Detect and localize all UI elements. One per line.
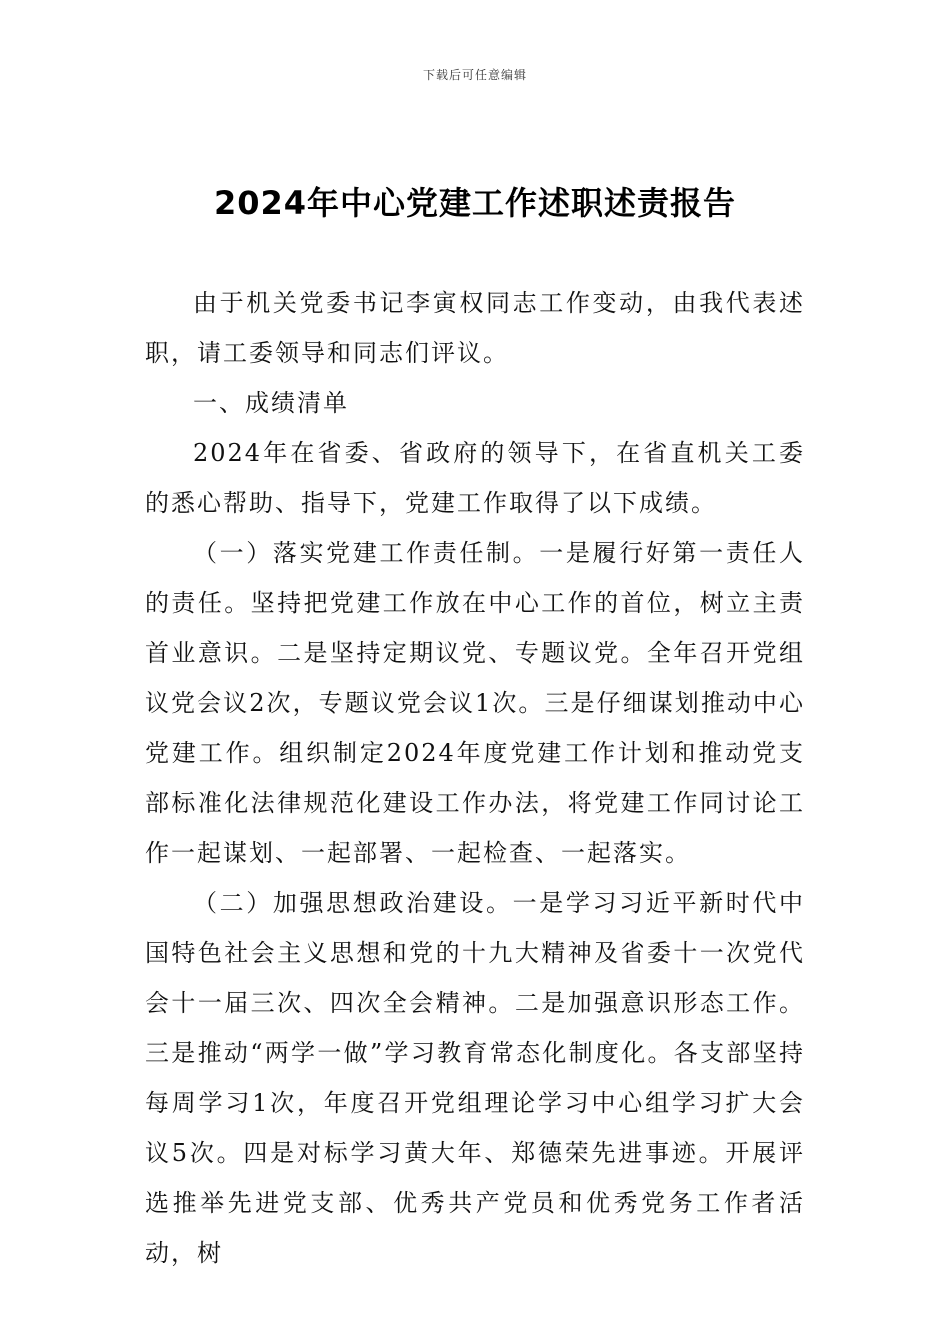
section-heading-achievements: 一、成绩清单	[193, 389, 349, 417]
paragraph-summary: 2024年在省委、省政府的领导下，在省直机关工委的悉心帮助、指导下，党建工作取得了以下成绩。	[145, 439, 805, 517]
header-note: 下载后可任意编辑	[422, 68, 527, 82]
document-body	[145, 278, 805, 1278]
document-title: 2024年中心党建工作述职述责报告	[213, 184, 737, 222]
paragraph-political-building: （二）加强思想政治建设。一是学习习近平新时代中国特色社会主义思想和党的十九大精神及省委十一次党代会十一届三次、四次全会精神。二是加强意识形态工作。三是推动“两学一做”学习教育常态化制度化。各支部坚持每周学习1次，年度召开党组理论学习中心组学习扩大会议5次。四是对标学习黄大年、郑德荣先进事迹。开展评选推举先进党支部、优秀共产党员和优秀党务工作者活动，树	[145, 889, 805, 1267]
paragraph-intro: 由于机关党委书记李寅权同志工作变动，由我代表述职，请工委领导和同志们评议。	[145, 289, 805, 367]
paragraph-responsibility: （一）落实党建工作责任制。一是履行好第一责任人的责任。坚持把党建工作放在中心工作的首位，树立主责首业意识。二是坚持定期议党、专题议党。全年召开党组议党会议2次，专题议党会议1次。三是仔细谋划推动中心党建工作。组织制定2024年度党建工作计划和推动党支部标准化法律规范化建设工作办法，将党建工作同讨论工作一起谋划、一起部署、一起检查、一起落实。	[145, 539, 805, 867]
